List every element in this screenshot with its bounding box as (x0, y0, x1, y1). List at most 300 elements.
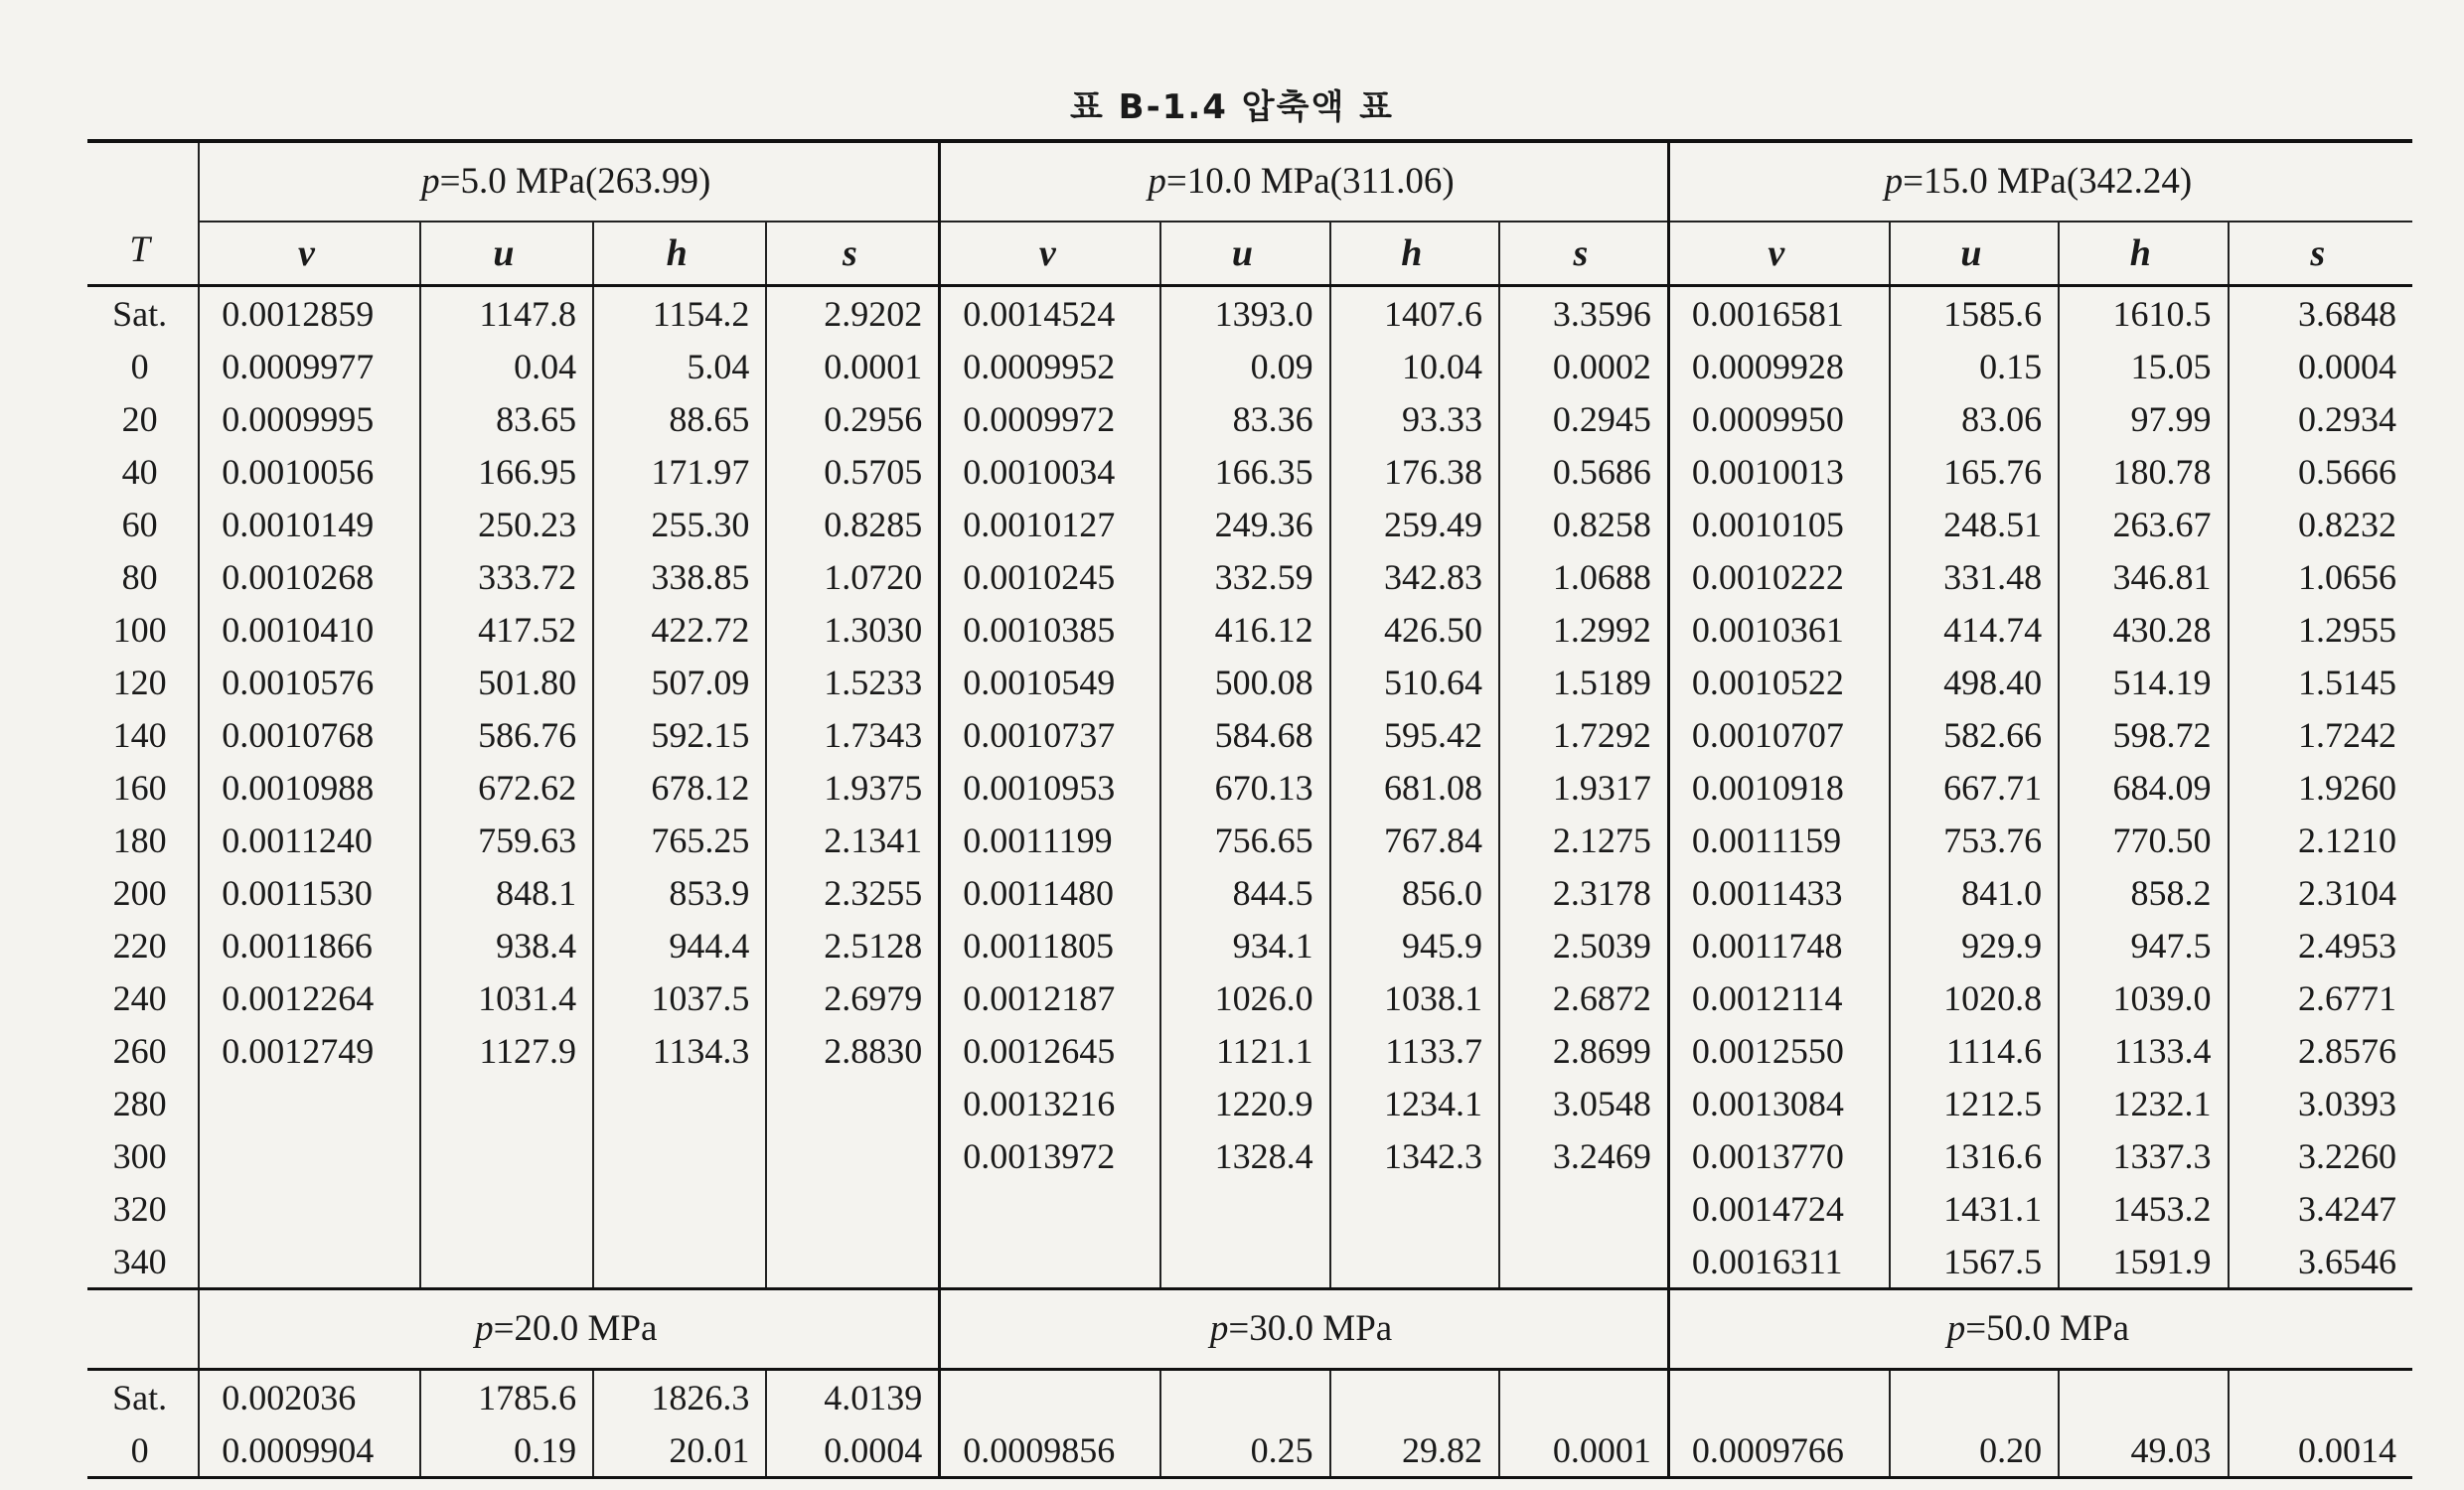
value-cell: 1.7343 (766, 708, 939, 761)
pressure-symbol: p (1946, 1308, 1966, 1349)
pressure-header (940, 1289, 1669, 1370)
property-header: v (199, 222, 419, 286)
value-cell: 945.9 (1330, 919, 1499, 971)
value-cell: 2.3104 (2229, 866, 2412, 919)
property-header: u (1160, 222, 1329, 286)
value-cell (1330, 1235, 1499, 1289)
table-row (87, 603, 2412, 656)
pressure-header (1668, 143, 2412, 222)
value-cell: 0.0010918 (1668, 761, 1889, 814)
value-cell: 595.42 (1330, 708, 1499, 761)
value-cell: 97.99 (2059, 392, 2228, 445)
value-cell: 414.74 (1890, 603, 2059, 656)
temperature-cell: Sat. (112, 1377, 168, 1417)
value-cell: 0.0010549 (940, 656, 1160, 708)
value-cell: 2.1275 (1499, 814, 1668, 866)
value-cell: 0.0010522 (1668, 656, 1889, 708)
value-cell (199, 1182, 419, 1235)
temperature-cell: 0 (130, 346, 149, 386)
value-cell: 15.05 (2059, 340, 2228, 392)
value-cell: 3.3596 (1499, 286, 1668, 341)
table-row (87, 286, 2412, 341)
value-cell: 426.50 (1330, 603, 1499, 656)
value-cell: 1.5189 (1499, 656, 1668, 708)
value-cell: 0.0014724 (1668, 1182, 1889, 1235)
value-cell: 0.0013084 (1668, 1077, 1889, 1129)
table-row (87, 498, 2412, 550)
value-cell: 255.30 (593, 498, 766, 550)
value-cell (1160, 1182, 1329, 1235)
value-cell: 681.08 (1330, 761, 1499, 814)
property-header-row (87, 222, 2412, 286)
temperature-header: T (87, 143, 199, 286)
value-cell: 249.36 (1160, 498, 1329, 550)
value-cell: 1037.5 (593, 971, 766, 1024)
temperature-cell: 320 (112, 1188, 167, 1229)
value-cell: 83.36 (1160, 392, 1329, 445)
value-cell: 2.6771 (2229, 971, 2412, 1024)
value-cell: 0.0012645 (940, 1024, 1160, 1077)
value-cell: 1.2955 (2229, 603, 2412, 656)
value-cell: 0.0012859 (199, 286, 419, 341)
value-cell: 1121.1 (1160, 1024, 1329, 1077)
table-row (87, 445, 2412, 498)
value-cell: 944.4 (593, 919, 766, 971)
value-cell: 0.0010576 (199, 656, 419, 708)
pressure-symbol: p (1148, 161, 1166, 202)
value-cell: 0.0011866 (199, 919, 419, 971)
temperature-cell: 300 (112, 1135, 167, 1176)
value-cell (940, 1182, 1160, 1235)
value-cell: 176.38 (1330, 445, 1499, 498)
value-cell: 2.6979 (766, 971, 939, 1024)
value-cell: 684.09 (2059, 761, 2228, 814)
value-cell (199, 1129, 419, 1182)
value-cell: 0.0011748 (1668, 919, 1889, 971)
value-cell: 88.65 (593, 392, 766, 445)
value-cell: 0.0012749 (199, 1024, 419, 1077)
value-cell: 507.09 (593, 656, 766, 708)
value-cell: 584.68 (1160, 708, 1329, 761)
temperature-cell: 160 (112, 767, 167, 808)
table-row (87, 1370, 2412, 1424)
value-cell (2059, 1370, 2228, 1424)
property-header: h (2059, 222, 2228, 286)
value-cell: 1393.0 (1160, 286, 1329, 341)
table-row (87, 761, 2412, 814)
value-cell: 667.71 (1890, 761, 2059, 814)
value-cell: 0.2934 (2229, 392, 2412, 445)
value-cell (940, 1370, 1160, 1424)
value-cell: 501.80 (420, 656, 593, 708)
value-cell: 0.0010707 (1668, 708, 1889, 761)
value-cell: 510.64 (1330, 656, 1499, 708)
value-cell: 166.95 (420, 445, 593, 498)
temperature-cell: 200 (112, 872, 167, 913)
value-cell (2229, 1370, 2412, 1424)
value-cell: 1114.6 (1890, 1024, 2059, 1077)
value-cell: 0.0010105 (1668, 498, 1889, 550)
value-cell: 0.0012114 (1668, 971, 1889, 1024)
value-cell: 1.5233 (766, 656, 939, 708)
value-cell (1160, 1235, 1329, 1289)
value-cell: 0.0012264 (199, 971, 419, 1024)
temperature-cell: 180 (112, 820, 167, 860)
value-cell: 1212.5 (1890, 1077, 2059, 1129)
pressure-symbol: p (475, 1308, 494, 1349)
value-cell: 2.8576 (2229, 1024, 2412, 1077)
value-cell: 1567.5 (1890, 1235, 2059, 1289)
value-cell: 0.0010410 (199, 603, 419, 656)
value-cell: 0.0002 (1499, 340, 1668, 392)
table-row (87, 1024, 2412, 1077)
value-cell: 756.65 (1160, 814, 1329, 866)
value-cell: 598.72 (2059, 708, 2228, 761)
value-cell: 678.12 (593, 761, 766, 814)
value-cell: 0.002036 (199, 1370, 419, 1424)
value-cell: 1.7242 (2229, 708, 2412, 761)
value-cell: 0.15 (1890, 340, 2059, 392)
pressure-header-row (87, 143, 2412, 222)
value-cell: 1031.4 (420, 971, 593, 1024)
value-cell: 0.0009928 (1668, 340, 1889, 392)
temperature-cell: 20 (121, 398, 158, 439)
value-cell: 592.15 (593, 708, 766, 761)
value-cell: 0.0009972 (940, 392, 1160, 445)
value-cell: 0.0011805 (940, 919, 1160, 971)
value-cell: 0.0013770 (1668, 1129, 1889, 1182)
value-cell (940, 1235, 1160, 1289)
value-cell: 342.83 (1330, 550, 1499, 603)
table-row (87, 708, 2412, 761)
table-row (87, 1077, 2412, 1129)
value-cell: 848.1 (420, 866, 593, 919)
pressure-label: =5.0 MPa(263.99) (439, 161, 711, 202)
value-cell: 0.0010361 (1668, 603, 1889, 656)
value-cell: 1.7292 (1499, 708, 1668, 761)
value-cell: 0.20 (1890, 1423, 2059, 1478)
value-cell: 0.0004 (2229, 340, 2412, 392)
value-cell (1330, 1182, 1499, 1235)
value-cell: 0.0010953 (940, 761, 1160, 814)
value-cell: 514.19 (2059, 656, 2228, 708)
value-cell: 0.0010245 (940, 550, 1160, 603)
value-cell: 0.2945 (1499, 392, 1668, 445)
value-cell: 1826.3 (593, 1370, 766, 1424)
value-cell: 767.84 (1330, 814, 1499, 866)
value-cell: 0.0011199 (940, 814, 1160, 866)
table-row (87, 971, 2412, 1024)
value-cell: 0.0009856 (940, 1423, 1160, 1478)
value-cell: 0.0010127 (940, 498, 1160, 550)
value-cell: 770.50 (2059, 814, 2228, 866)
value-cell: 1.5145 (2229, 656, 2412, 708)
value-cell: 2.5128 (766, 919, 939, 971)
property-header: u (1890, 222, 2059, 286)
value-cell: 1133.4 (2059, 1024, 2228, 1077)
value-cell: 0.0011240 (199, 814, 419, 866)
value-cell: 1232.1 (2059, 1077, 2228, 1129)
value-cell: 2.9202 (766, 286, 939, 341)
value-cell: 263.67 (2059, 498, 2228, 550)
value-cell: 3.2469 (1499, 1129, 1668, 1182)
value-cell: 0.5666 (2229, 445, 2412, 498)
value-cell: 3.0393 (2229, 1077, 2412, 1129)
value-cell (593, 1129, 766, 1182)
property-header: u (420, 222, 593, 286)
value-cell: 3.0548 (1499, 1077, 1668, 1129)
value-cell: 582.66 (1890, 708, 2059, 761)
value-cell: 332.59 (1160, 550, 1329, 603)
pressure-label: =30.0 MPa (1228, 1308, 1393, 1349)
value-cell: 0.0014524 (940, 286, 1160, 341)
value-cell: 0.8285 (766, 498, 939, 550)
value-cell: 0.0001 (1499, 1423, 1668, 1478)
empty-header (87, 1289, 199, 1370)
value-cell: 0.0009995 (199, 392, 419, 445)
pressure-symbol: p (1884, 161, 1904, 202)
value-cell: 858.2 (2059, 866, 2228, 919)
value-cell: 3.6848 (2229, 286, 2412, 341)
value-cell: 0.5705 (766, 445, 939, 498)
value-cell: 0.0009766 (1668, 1423, 1889, 1478)
value-cell: 171.97 (593, 445, 766, 498)
pressure-header (199, 143, 940, 222)
temperature-cell: 140 (112, 714, 167, 755)
value-cell: 759.63 (420, 814, 593, 866)
value-cell (766, 1182, 939, 1235)
value-cell: 1127.9 (420, 1024, 593, 1077)
value-cell: 1039.0 (2059, 971, 2228, 1024)
pressure-header (199, 1289, 940, 1370)
value-cell: 3.6546 (2229, 1235, 2412, 1289)
value-cell: 1610.5 (2059, 286, 2228, 341)
value-cell (199, 1235, 419, 1289)
value-cell: 0.8232 (2229, 498, 2412, 550)
value-cell: 1.9317 (1499, 761, 1668, 814)
temperature-cell: Sat. (112, 293, 168, 334)
pressure-header (1668, 1289, 2412, 1370)
value-cell: 93.33 (1330, 392, 1499, 445)
value-cell: 1026.0 (1160, 971, 1329, 1024)
value-cell (199, 1077, 419, 1129)
value-cell: 1785.6 (420, 1370, 593, 1424)
table-row (87, 814, 2412, 866)
value-cell: 1038.1 (1330, 971, 1499, 1024)
value-cell: 1134.3 (593, 1024, 766, 1077)
value-cell (420, 1235, 593, 1289)
value-cell: 250.23 (420, 498, 593, 550)
property-header: v (1668, 222, 1889, 286)
value-cell: 0.0010737 (940, 708, 1160, 761)
value-cell: 430.28 (2059, 603, 2228, 656)
value-cell: 1431.1 (1890, 1182, 2059, 1235)
value-cell: 844.5 (1160, 866, 1329, 919)
property-header: s (766, 222, 939, 286)
value-cell: 259.49 (1330, 498, 1499, 550)
value-cell: 0.0012187 (940, 971, 1160, 1024)
value-cell: 670.13 (1160, 761, 1329, 814)
value-cell: 3.2260 (2229, 1129, 2412, 1182)
value-cell: 0.09 (1160, 340, 1329, 392)
value-cell: 0.0009904 (199, 1423, 419, 1478)
value-cell: 0.0009952 (940, 340, 1160, 392)
value-cell: 4.0139 (766, 1370, 939, 1424)
value-cell: 2.8699 (1499, 1024, 1668, 1077)
table-row (87, 1235, 2412, 1289)
value-cell: 1.0688 (1499, 550, 1668, 603)
value-cell: 586.76 (420, 708, 593, 761)
value-cell: 338.85 (593, 550, 766, 603)
value-cell: 1147.8 (420, 286, 593, 341)
value-cell (766, 1077, 939, 1129)
value-cell: 49.03 (2059, 1423, 2228, 1478)
value-cell: 0.0001 (766, 340, 939, 392)
value-cell: 1585.6 (1890, 286, 2059, 341)
table-row (87, 550, 2412, 603)
property-header: s (2229, 222, 2412, 286)
value-cell: 0.0013972 (940, 1129, 1160, 1182)
pressure-label: =10.0 MPa(311.06) (1165, 161, 1455, 202)
value-cell: 2.3178 (1499, 866, 1668, 919)
value-cell: 0.0010056 (199, 445, 419, 498)
temperature-cell: 40 (121, 451, 158, 492)
value-cell: 2.8830 (766, 1024, 939, 1077)
value-cell: 1220.9 (1160, 1077, 1329, 1129)
value-cell: 929.9 (1890, 919, 2059, 971)
value-cell: 180.78 (2059, 445, 2228, 498)
value-cell: 0.0010768 (199, 708, 419, 761)
value-cell: 0.0013216 (940, 1077, 1160, 1129)
value-cell: 1328.4 (1160, 1129, 1329, 1182)
value-cell: 856.0 (1330, 866, 1499, 919)
temperature-cell: 0 (87, 1423, 199, 1478)
value-cell: 1342.3 (1330, 1129, 1499, 1182)
value-cell (420, 1077, 593, 1129)
table-row (87, 1182, 2412, 1235)
temperature-cell: 260 (112, 1030, 167, 1071)
pressure-symbol: p (1209, 1308, 1229, 1349)
value-cell: 416.12 (1160, 603, 1329, 656)
value-cell: 1.9375 (766, 761, 939, 814)
value-cell: 1453.2 (2059, 1182, 2228, 1235)
value-cell (420, 1129, 593, 1182)
pressure-header (940, 143, 1669, 222)
value-cell: 0.0010385 (940, 603, 1160, 656)
value-cell (1499, 1235, 1668, 1289)
value-cell: 0.19 (420, 1423, 593, 1478)
value-cell (1330, 1370, 1499, 1424)
value-cell (593, 1182, 766, 1235)
value-cell (1160, 1370, 1329, 1424)
value-cell (766, 1235, 939, 1289)
value-cell: 2.1341 (766, 814, 939, 866)
value-cell: 2.1210 (2229, 814, 2412, 866)
value-cell: 672.62 (420, 761, 593, 814)
value-cell: 0.0011480 (940, 866, 1160, 919)
value-cell: 938.4 (420, 919, 593, 971)
value-cell: 1407.6 (1330, 286, 1499, 341)
property-header: h (1330, 222, 1499, 286)
value-cell: 0.2956 (766, 392, 939, 445)
value-cell: 0.8258 (1499, 498, 1668, 550)
temperature-cell: 100 (112, 609, 167, 650)
value-cell: 947.5 (2059, 919, 2228, 971)
value-cell: 0.0010034 (940, 445, 1160, 498)
value-cell: 83.65 (420, 392, 593, 445)
value-cell (766, 1129, 939, 1182)
table-body (87, 141, 2412, 1478)
value-cell: 1.0656 (2229, 550, 2412, 603)
value-cell: 333.72 (420, 550, 593, 603)
temperature-cell: 220 (112, 925, 167, 966)
value-cell: 0.0016581 (1668, 286, 1889, 341)
value-cell: 765.25 (593, 814, 766, 866)
value-cell: 417.52 (420, 603, 593, 656)
pressure-label: =15.0 MPa(342.24) (1903, 161, 2193, 202)
value-cell (1499, 1182, 1668, 1235)
value-cell: 1591.9 (2059, 1235, 2228, 1289)
value-cell: 0.0009950 (1668, 392, 1889, 445)
table-row (87, 656, 2412, 708)
temperature-cell: 340 (87, 1235, 199, 1289)
table-row (87, 340, 2412, 392)
pressure-symbol: p (421, 161, 440, 202)
value-cell: 0.5686 (1499, 445, 1668, 498)
value-cell: 0.0009977 (199, 340, 419, 392)
table-title: 표 B-1.4 압축액 표 (1070, 87, 1394, 127)
value-cell: 1.2992 (1499, 603, 1668, 656)
table-row (87, 392, 2412, 445)
value-cell: 0.0011530 (199, 866, 419, 919)
value-cell (593, 1235, 766, 1289)
value-cell: 2.4953 (2229, 919, 2412, 971)
compressed-liquid-table (87, 139, 2412, 1479)
value-cell: 0.0010988 (199, 761, 419, 814)
value-cell: 346.81 (2059, 550, 2228, 603)
value-cell: 0.0010222 (1668, 550, 1889, 603)
temperature-cell: 60 (121, 504, 158, 544)
property-header: h (593, 222, 766, 286)
value-cell: 934.1 (1160, 919, 1329, 971)
value-cell: 0.0011433 (1668, 866, 1889, 919)
value-cell: 2.6872 (1499, 971, 1668, 1024)
value-cell (593, 1077, 766, 1129)
pressure-header-row-bottom (87, 1289, 2412, 1370)
temperature-cell: 240 (112, 977, 167, 1018)
value-cell: 10.04 (1330, 340, 1499, 392)
value-cell (420, 1182, 593, 1235)
value-cell: 0.0010013 (1668, 445, 1889, 498)
value-cell: 2.3255 (766, 866, 939, 919)
value-cell: 165.76 (1890, 445, 2059, 498)
value-cell: 0.0016311 (1668, 1235, 1889, 1289)
value-cell: 1.0720 (766, 550, 939, 603)
value-cell: 0.0012550 (1668, 1024, 1889, 1077)
temperature-cell: 80 (121, 556, 158, 597)
value-cell: 83.06 (1890, 392, 2059, 445)
value-cell: 0.0014 (2229, 1423, 2412, 1478)
value-cell: 841.0 (1890, 866, 2059, 919)
value-cell: 753.76 (1890, 814, 2059, 866)
value-cell: 1337.3 (2059, 1129, 2228, 1182)
value-cell: 331.48 (1890, 550, 2059, 603)
value-cell: 3.4247 (2229, 1182, 2412, 1235)
value-cell: 0.0011159 (1668, 814, 1889, 866)
value-cell: 1154.2 (593, 286, 766, 341)
table-row (87, 919, 2412, 971)
table-row (87, 1423, 2412, 1478)
